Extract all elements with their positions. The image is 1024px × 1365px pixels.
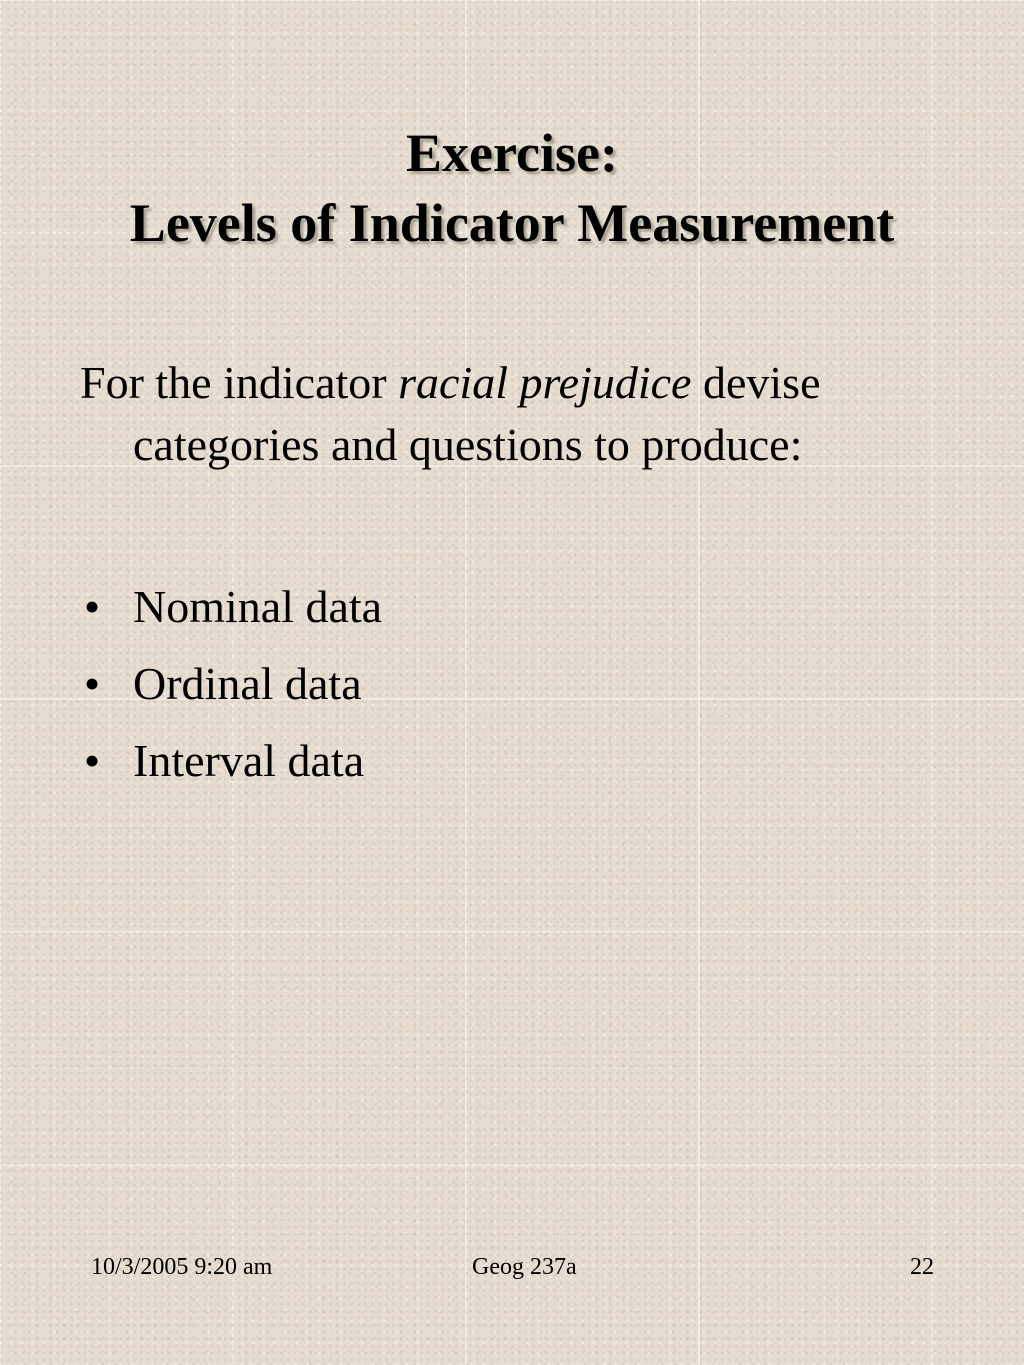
bullet-item-interval [80,722,780,799]
intro-suffix: devise [691,357,821,408]
footer-course: Geog 237a [472,1254,577,1280]
bullet-label: Nominal data [133,581,383,632]
intro-prefix: For the indicator [80,357,399,408]
bullet-label: Ordinal data [133,658,362,709]
title-line-1: Exercise: [406,123,618,183]
bullet-icon: • [84,658,101,709]
intro-paragraph [80,352,950,476]
bullet-label: Interval data [133,735,365,786]
bullet-icon: • [84,735,101,786]
bullet-item-ordinal [80,645,780,722]
intro-line-2: categories and questions to produce: [133,419,803,470]
title-line-2: Levels of Indicator Measurement [129,193,895,253]
slide-title [0,118,1024,258]
bullet-item-nominal [80,568,780,645]
footer-date: 10/3/2005 9:20 am [91,1254,273,1280]
footer-page-number: 22 [910,1254,934,1280]
bullet-list [80,568,780,799]
intro-line-1 [80,352,950,414]
bullet-icon: • [84,581,101,632]
intro-emphasis: racial prejudice [398,357,692,408]
